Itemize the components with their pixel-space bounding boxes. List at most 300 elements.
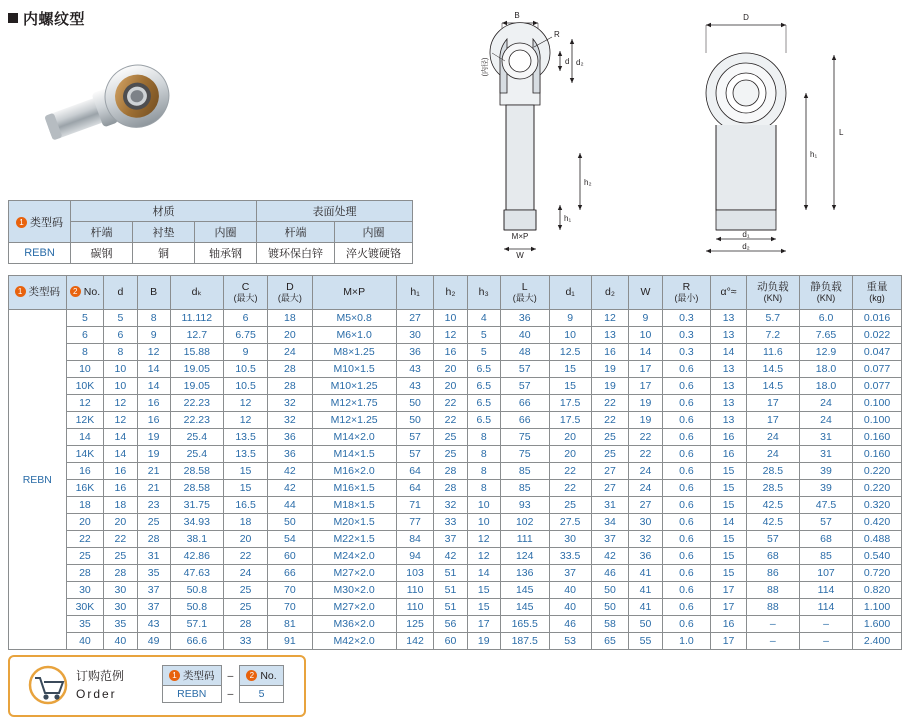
spec-cell-r16-c4: 25 — [223, 582, 267, 599]
spec-cell-r4-c9: 6.5 — [467, 378, 500, 395]
spec-cell-r15-c5: 66 — [268, 565, 312, 582]
spec-cell-r8-c12: 25 — [591, 446, 629, 463]
spec-cell-r15-c4: 24 — [223, 565, 267, 582]
spec-cell-r8-c10: 75 — [500, 446, 549, 463]
spec-cell-r11-c18: 0.320 — [853, 497, 902, 514]
spec-cell-r12-c3: 34.93 — [170, 514, 223, 531]
spec-cell-r2-c6: M8×1.25 — [312, 344, 396, 361]
spec-cell-r18-c4: 28 — [223, 616, 267, 633]
spec-cell-r8-c11: 20 — [549, 446, 591, 463]
spec-cell-r3-c17: 18.0 — [799, 361, 852, 378]
spec-cell-r10-c12: 27 — [591, 480, 629, 497]
spec-cell-r4-c17: 18.0 — [799, 378, 852, 395]
spec-cell-r10-c17: 39 — [799, 480, 852, 497]
spec-cell-r6-c9: 6.5 — [467, 412, 500, 429]
spec-cell-r6-c18: 0.100 — [853, 412, 902, 429]
spec-cell-r15-c14: 0.6 — [662, 565, 711, 582]
spec-cell-r0-c10: 36 — [500, 310, 549, 327]
spec-cell-r13-c14: 0.6 — [662, 531, 711, 548]
spec-cell-r13-c12: 37 — [591, 531, 629, 548]
svg-text:d₂: d₂ — [576, 58, 584, 67]
spec-cell-r18-c12: 58 — [591, 616, 629, 633]
spec-cell-r2-c4: 9 — [223, 344, 267, 361]
spec-col-header-7: M×P — [312, 276, 396, 310]
spec-cell-r13-c11: 30 — [549, 531, 591, 548]
spec-cell-r0-c13: 9 — [629, 310, 662, 327]
spec-cell-r14-c13: 36 — [629, 548, 662, 565]
spec-cell-r18-c14: 0.6 — [662, 616, 711, 633]
spec-cell-r14-c17: 85 — [799, 548, 852, 565]
spec-cell-r12-c14: 0.6 — [662, 514, 711, 531]
spec-cell-r14-c9: 12 — [467, 548, 500, 565]
badge-1-icon: 1 — [15, 286, 26, 297]
spec-cell-r15-c6: M27×2.0 — [312, 565, 396, 582]
spec-cell-r15-c3: 47.63 — [170, 565, 223, 582]
badge-1-icon: 1 — [169, 670, 180, 681]
material-row-value-3: 镀环保白锌 — [257, 243, 335, 264]
spec-cell-r17-c1: 30 — [104, 599, 137, 616]
spec-cell-r0-c12: 12 — [591, 310, 629, 327]
spec-cell-r1-c11: 10 — [549, 327, 591, 344]
spec-cell-r17-c14: 0.6 — [662, 599, 711, 616]
spec-cell-r13-c0: 22 — [66, 531, 104, 548]
material-sub-header-0: 杆端 — [71, 222, 133, 243]
spec-cell-r4-c10: 57 — [500, 378, 549, 395]
spec-cell-r16-c6: M30×2.0 — [312, 582, 396, 599]
table-row — [9, 497, 902, 514]
spec-cell-r1-c16: 7.2 — [746, 327, 799, 344]
spec-cell-r5-c2: 16 — [137, 395, 170, 412]
spec-col-header-5: C (最大) — [223, 276, 267, 310]
spec-cell-r9-c18: 0.220 — [853, 463, 902, 480]
material-sub-header-2: 内圈 — [195, 222, 257, 243]
spec-cell-r5-c13: 19 — [629, 395, 662, 412]
svg-text:B: B — [514, 11, 520, 20]
spec-cell-r8-c5: 36 — [268, 446, 312, 463]
spec-cell-r1-c13: 10 — [629, 327, 662, 344]
spec-cell-r16-c14: 0.6 — [662, 582, 711, 599]
spec-cell-r3-c1: 10 — [104, 361, 137, 378]
spec-cell-r17-c13: 41 — [629, 599, 662, 616]
order-label-cn: 订购范例 — [76, 669, 125, 683]
spec-cell-r9-c11: 22 — [549, 463, 591, 480]
spec-cell-r12-c4: 18 — [223, 514, 267, 531]
svg-text:(内径): (内径) — [482, 57, 489, 77]
spec-cell-r11-c13: 27 — [629, 497, 662, 514]
spec-cell-r3-c10: 57 — [500, 361, 549, 378]
material-row-value-2: 轴承钢 — [195, 243, 257, 264]
spec-cell-r16-c0: 30 — [66, 582, 104, 599]
spec-cell-r0-c0: 5 — [66, 310, 104, 327]
spec-cell-r16-c1: 30 — [104, 582, 137, 599]
spec-cell-r12-c15: 14 — [711, 514, 746, 531]
spec-cell-r4-c5: 28 — [268, 378, 312, 395]
spec-cell-r6-c15: 13 — [711, 412, 746, 429]
spec-cell-r1-c1: 6 — [104, 327, 137, 344]
spec-cell-r19-c9: 19 — [467, 633, 500, 650]
table-row — [9, 531, 902, 548]
spec-cell-r19-c15: 17 — [711, 633, 746, 650]
shopping-cart-icon — [24, 665, 72, 711]
spec-cell-r7-c8: 25 — [434, 429, 467, 446]
spec-cell-r6-c16: 17 — [746, 412, 799, 429]
badge-2-icon: 2 — [70, 286, 81, 297]
spec-cell-r15-c7: 103 — [396, 565, 434, 582]
spec-cell-r7-c16: 24 — [746, 429, 799, 446]
spec-cell-r6-c0: 12K — [66, 412, 104, 429]
specification-table-header-row — [9, 276, 902, 310]
spec-cell-r12-c11: 27.5 — [549, 514, 591, 531]
spec-cell-r17-c3: 50.8 — [170, 599, 223, 616]
spec-cell-r8-c17: 31 — [799, 446, 852, 463]
spec-cell-r4-c1: 10 — [104, 378, 137, 395]
spec-cell-r4-c15: 13 — [711, 378, 746, 395]
spec-cell-r6-c5: 32 — [268, 412, 312, 429]
spec-cell-r8-c8: 25 — [434, 446, 467, 463]
spec-cell-r12-c5: 50 — [268, 514, 312, 531]
spec-cell-r10-c9: 8 — [467, 480, 500, 497]
spec-cell-r18-c18: 1.600 — [853, 616, 902, 633]
spec-type-code-cell: REBN — [9, 310, 67, 650]
spec-cell-r8-c2: 19 — [137, 446, 170, 463]
spec-cell-r7-c6: M14×2.0 — [312, 429, 396, 446]
spec-cell-r13-c10: 111 — [500, 531, 549, 548]
spec-cell-r19-c3: 66.6 — [170, 633, 223, 650]
specification-table-body — [9, 310, 902, 650]
spec-cell-r7-c0: 14 — [66, 429, 104, 446]
material-group-header: 材质 — [71, 201, 257, 222]
spec-cell-r14-c16: 68 — [746, 548, 799, 565]
spec-cell-r4-c7: 43 — [396, 378, 434, 395]
spec-cell-r1-c10: 40 — [500, 327, 549, 344]
spec-cell-r7-c2: 19 — [137, 429, 170, 446]
spec-cell-r9-c0: 16 — [66, 463, 104, 480]
spec-cell-r3-c2: 14 — [137, 361, 170, 378]
spec-cell-r17-c5: 70 — [268, 599, 312, 616]
spec-cell-r1-c2: 9 — [137, 327, 170, 344]
spec-cell-r19-c11: 53 — [549, 633, 591, 650]
spec-cell-r9-c4: 15 — [223, 463, 267, 480]
spec-cell-r7-c14: 0.6 — [662, 429, 711, 446]
spec-cell-r15-c12: 46 — [591, 565, 629, 582]
spec-cell-r13-c2: 28 — [137, 531, 170, 548]
spec-cell-r12-c8: 33 — [434, 514, 467, 531]
spec-cell-r1-c7: 30 — [396, 327, 434, 344]
spec-cell-r14-c4: 22 — [223, 548, 267, 565]
spec-cell-r10-c8: 28 — [434, 480, 467, 497]
spec-cell-r15-c13: 41 — [629, 565, 662, 582]
spec-cell-r10-c3: 28.58 — [170, 480, 223, 497]
spec-cell-r4-c0: 10K — [66, 378, 104, 395]
spec-cell-r18-c17: – — [799, 616, 852, 633]
spec-cell-r11-c3: 31.75 — [170, 497, 223, 514]
spec-cell-r1-c0: 6 — [66, 327, 104, 344]
spec-cell-r11-c8: 32 — [434, 497, 467, 514]
spec-cell-r2-c10: 48 — [500, 344, 549, 361]
spec-cell-r1-c3: 12.7 — [170, 327, 223, 344]
spec-cell-r6-c13: 19 — [629, 412, 662, 429]
spec-cell-r3-c15: 13 — [711, 361, 746, 378]
spec-col-header-11: L (最大) — [500, 276, 549, 310]
spec-cell-r4-c4: 10.5 — [223, 378, 267, 395]
spec-cell-r7-c5: 36 — [268, 429, 312, 446]
spec-cell-r5-c1: 12 — [104, 395, 137, 412]
spec-cell-r13-c6: M22×1.5 — [312, 531, 396, 548]
order-code-table — [162, 665, 284, 703]
spec-cell-r10-c2: 21 — [137, 480, 170, 497]
spec-cell-r18-c11: 46 — [549, 616, 591, 633]
spec-cell-r0-c4: 6 — [223, 310, 267, 327]
spec-cell-r14-c15: 15 — [711, 548, 746, 565]
spec-cell-r17-c17: 114 — [799, 599, 852, 616]
spec-cell-r4-c13: 17 — [629, 378, 662, 395]
spec-cell-r3-c9: 6.5 — [467, 361, 500, 378]
spec-cell-r5-c15: 13 — [711, 395, 746, 412]
spec-cell-r10-c11: 22 — [549, 480, 591, 497]
spec-cell-r8-c4: 13.5 — [223, 446, 267, 463]
spec-cell-r17-c4: 25 — [223, 599, 267, 616]
spec-cell-r4-c18: 0.077 — [853, 378, 902, 395]
spec-cell-r14-c14: 0.6 — [662, 548, 711, 565]
spec-cell-r5-c0: 12 — [66, 395, 104, 412]
spec-col-header-16: α°≈ — [711, 276, 746, 310]
spec-cell-r1-c5: 20 — [268, 327, 312, 344]
spec-cell-r14-c8: 42 — [434, 548, 467, 565]
spec-cell-r11-c7: 71 — [396, 497, 434, 514]
spec-cell-r6-c12: 22 — [591, 412, 629, 429]
spec-cell-r4-c12: 19 — [591, 378, 629, 395]
spec-cell-r17-c2: 37 — [137, 599, 170, 616]
spec-col-header-6: D (最大) — [268, 276, 312, 310]
spec-cell-r6-c1: 12 — [104, 412, 137, 429]
svg-text:d₁: d₁ — [742, 230, 750, 239]
spec-cell-r17-c10: 145 — [500, 599, 549, 616]
spec-cell-r17-c16: 88 — [746, 599, 799, 616]
spec-cell-r16-c9: 15 — [467, 582, 500, 599]
spec-cell-r4-c14: 0.6 — [662, 378, 711, 395]
spec-cell-r3-c7: 43 — [396, 361, 434, 378]
spec-col-header-18: 静负载 (KN) — [799, 276, 852, 310]
spec-cell-r2-c12: 16 — [591, 344, 629, 361]
spec-cell-r11-c9: 10 — [467, 497, 500, 514]
spec-cell-r18-c1: 35 — [104, 616, 137, 633]
spec-cell-r4-c2: 14 — [137, 378, 170, 395]
svg-text:L: L — [839, 128, 844, 137]
spec-cell-r12-c10: 102 — [500, 514, 549, 531]
square-bullet-icon — [8, 13, 18, 23]
spec-col-header-19: 重量 (kg) — [853, 276, 902, 310]
spec-cell-r15-c18: 0.720 — [853, 565, 902, 582]
spec-cell-r13-c4: 20 — [223, 531, 267, 548]
spec-cell-r0-c15: 13 — [711, 310, 746, 327]
spec-cell-r2-c17: 12.9 — [799, 344, 852, 361]
spec-cell-r9-c6: M16×2.0 — [312, 463, 396, 480]
spec-cell-r19-c0: 40 — [66, 633, 104, 650]
spec-cell-r18-c0: 35 — [66, 616, 104, 633]
spec-col-header-17: 动负载 (KN) — [746, 276, 799, 310]
spec-cell-r17-c0: 30K — [66, 599, 104, 616]
material-row-value-0: 碳钢 — [71, 243, 133, 264]
spec-cell-r12-c1: 20 — [104, 514, 137, 531]
spec-cell-r3-c3: 19.05 — [170, 361, 223, 378]
spec-cell-r1-c8: 12 — [434, 327, 467, 344]
spec-col-header-10: h₃ — [467, 276, 500, 310]
spec-cell-r13-c9: 12 — [467, 531, 500, 548]
spec-cell-r11-c16: 42.5 — [746, 497, 799, 514]
spec-cell-r2-c0: 8 — [66, 344, 104, 361]
svg-text:d₂: d₂ — [742, 242, 750, 251]
table-row — [9, 565, 902, 582]
spec-cell-r11-c12: 31 — [591, 497, 629, 514]
spec-cell-r11-c2: 23 — [137, 497, 170, 514]
spec-col-header-8: h₁ — [396, 276, 434, 310]
spec-cell-r19-c1: 40 — [104, 633, 137, 650]
spec-cell-r19-c2: 49 — [137, 633, 170, 650]
spec-cell-r8-c6: M14×1.5 — [312, 446, 396, 463]
spec-cell-r0-c7: 27 — [396, 310, 434, 327]
spec-cell-r6-c17: 24 — [799, 412, 852, 429]
spec-cell-r3-c13: 17 — [629, 361, 662, 378]
spec-cell-r10-c18: 0.220 — [853, 480, 902, 497]
spec-cell-r15-c16: 86 — [746, 565, 799, 582]
spec-cell-r3-c8: 20 — [434, 361, 467, 378]
spec-col-header-3: B — [137, 276, 170, 310]
material-table — [8, 200, 413, 264]
spec-cell-r19-c7: 142 — [396, 633, 434, 650]
spec-cell-r9-c7: 64 — [396, 463, 434, 480]
spec-cell-r9-c5: 42 — [268, 463, 312, 480]
table-row — [9, 344, 902, 361]
spec-cell-r18-c8: 56 — [434, 616, 467, 633]
spec-cell-r11-c6: M18×1.5 — [312, 497, 396, 514]
spec-col-header-1: 2 No. — [66, 276, 104, 310]
spec-cell-r16-c13: 41 — [629, 582, 662, 599]
spec-cell-r6-c6: M12×1.25 — [312, 412, 396, 429]
spec-cell-r15-c2: 35 — [137, 565, 170, 582]
spec-cell-r13-c13: 32 — [629, 531, 662, 548]
table-row — [9, 395, 902, 412]
spec-cell-r16-c15: 17 — [711, 582, 746, 599]
spec-cell-r9-c15: 15 — [711, 463, 746, 480]
spec-cell-r5-c10: 66 — [500, 395, 549, 412]
spec-cell-r17-c6: M27×2.0 — [312, 599, 396, 616]
table-row — [9, 599, 902, 616]
spec-cell-r19-c16: – — [746, 633, 799, 650]
table-row — [9, 243, 413, 264]
spec-cell-r13-c17: 68 — [799, 531, 852, 548]
spec-cell-r7-c11: 20 — [549, 429, 591, 446]
spec-cell-r7-c9: 8 — [467, 429, 500, 446]
spec-cell-r7-c15: 16 — [711, 429, 746, 446]
spec-cell-r19-c14: 1.0 — [662, 633, 711, 650]
spec-cell-r11-c5: 44 — [268, 497, 312, 514]
spec-col-header-9: h₂ — [434, 276, 467, 310]
spec-cell-r10-c1: 16 — [104, 480, 137, 497]
spec-cell-r13-c18: 0.488 — [853, 531, 902, 548]
spec-cell-r11-c4: 16.5 — [223, 497, 267, 514]
spec-cell-r15-c11: 37 — [549, 565, 591, 582]
spec-cell-r18-c7: 125 — [396, 616, 434, 633]
spec-cell-r19-c13: 55 — [629, 633, 662, 650]
spec-cell-r2-c15: 14 — [711, 344, 746, 361]
spec-cell-r1-c4: 6.75 — [223, 327, 267, 344]
svg-text:d: d — [565, 57, 570, 66]
spec-cell-r1-c15: 13 — [711, 327, 746, 344]
spec-cell-r14-c18: 0.540 — [853, 548, 902, 565]
table-row — [9, 548, 902, 565]
page-title — [8, 8, 85, 29]
svg-text:h₁: h₁ — [810, 150, 818, 159]
spec-cell-r1-c18: 0.022 — [853, 327, 902, 344]
spec-cell-r15-c15: 15 — [711, 565, 746, 582]
order-header-1: 2 No. — [240, 666, 283, 686]
order-example-box — [8, 655, 306, 717]
spec-cell-r10-c6: M16×1.5 — [312, 480, 396, 497]
svg-text:W: W — [516, 251, 524, 260]
spec-cell-r10-c4: 15 — [223, 480, 267, 497]
spec-cell-r14-c0: 25 — [66, 548, 104, 565]
svg-text:h₁: h₁ — [564, 214, 572, 223]
material-row-value-1: 铜 — [133, 243, 195, 264]
spec-cell-r2-c1: 8 — [104, 344, 137, 361]
spec-cell-r16-c18: 0.820 — [853, 582, 902, 599]
spec-cell-r3-c0: 10 — [66, 361, 104, 378]
table-row — [9, 480, 902, 497]
specification-table — [8, 275, 902, 650]
spec-cell-r16-c16: 88 — [746, 582, 799, 599]
spec-cell-r2-c11: 12.5 — [549, 344, 591, 361]
spec-cell-r12-c12: 34 — [591, 514, 629, 531]
spec-cell-r9-c10: 85 — [500, 463, 549, 480]
spec-cell-r3-c12: 19 — [591, 361, 629, 378]
spec-cell-r18-c2: 43 — [137, 616, 170, 633]
spec-cell-r1-c9: 5 — [467, 327, 500, 344]
spec-cell-r14-c11: 33.5 — [549, 548, 591, 565]
spec-cell-r8-c13: 22 — [629, 446, 662, 463]
spec-cell-r3-c14: 0.6 — [662, 361, 711, 378]
spec-cell-r0-c5: 18 — [268, 310, 312, 327]
spec-cell-r5-c9: 6.5 — [467, 395, 500, 412]
spec-cell-r13-c7: 84 — [396, 531, 434, 548]
spec-cell-r18-c3: 57.1 — [170, 616, 223, 633]
spec-cell-r0-c3: 11.112 — [170, 310, 223, 327]
spec-cell-r11-c15: 15 — [711, 497, 746, 514]
spec-cell-r5-c4: 12 — [223, 395, 267, 412]
spec-cell-r12-c9: 10 — [467, 514, 500, 531]
spec-cell-r0-c1: 5 — [104, 310, 137, 327]
table-row — [9, 463, 902, 480]
spec-cell-r3-c11: 15 — [549, 361, 591, 378]
spec-cell-r7-c10: 75 — [500, 429, 549, 446]
spec-cell-r16-c7: 110 — [396, 582, 434, 599]
spec-col-header-2: d — [104, 276, 137, 310]
spec-cell-r5-c7: 50 — [396, 395, 434, 412]
spec-cell-r6-c4: 12 — [223, 412, 267, 429]
spec-cell-r19-c12: 65 — [591, 633, 629, 650]
spec-cell-r7-c7: 57 — [396, 429, 434, 446]
spec-cell-r17-c11: 40 — [549, 599, 591, 616]
spec-cell-r2-c9: 5 — [467, 344, 500, 361]
table-row — [9, 378, 902, 395]
spec-cell-r3-c18: 0.077 — [853, 361, 902, 378]
spec-cell-r8-c0: 14K — [66, 446, 104, 463]
spec-cell-r1-c6: M6×1.0 — [312, 327, 396, 344]
svg-text:D: D — [743, 13, 749, 22]
spec-cell-r11-c10: 93 — [500, 497, 549, 514]
spec-cell-r17-c7: 110 — [396, 599, 434, 616]
spec-cell-r9-c9: 8 — [467, 463, 500, 480]
spec-cell-r19-c10: 187.5 — [500, 633, 549, 650]
